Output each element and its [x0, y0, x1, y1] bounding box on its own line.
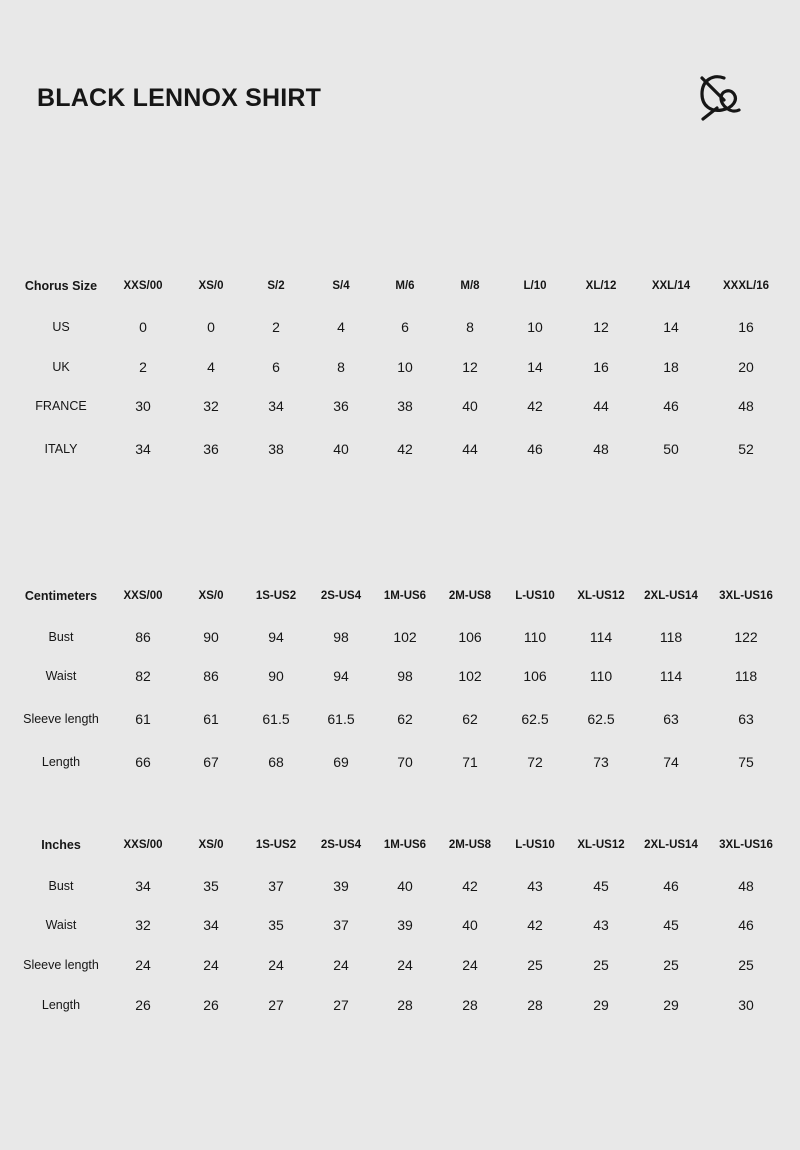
table-cell: 32	[135, 917, 151, 933]
row-label: Bust	[48, 879, 74, 893]
table-cell: 36	[203, 441, 219, 457]
table-cell: 106	[458, 629, 482, 645]
table-row	[0, 707, 800, 731]
chorus-logo-icon	[697, 74, 743, 122]
column-header: 3XL-US16	[719, 839, 773, 851]
table-cell: 30	[738, 997, 754, 1013]
table-cell: 62.5	[521, 711, 549, 727]
column-header: XL-US12	[577, 839, 625, 851]
table-cell: 18	[663, 359, 679, 375]
column-header: XS/0	[198, 590, 224, 602]
table-cell: 82	[135, 668, 151, 684]
table-cell: 61.5	[262, 711, 290, 727]
table-cell: 48	[738, 398, 754, 414]
table-cell: 70	[397, 754, 413, 770]
table-cell: 94	[268, 629, 284, 645]
table-header-row	[0, 584, 800, 608]
column-header: 2XL-US14	[644, 839, 698, 851]
table-cell: 6	[272, 359, 280, 375]
table-cell: 86	[203, 668, 219, 684]
table-row	[0, 664, 800, 688]
table-cell: 35	[203, 878, 219, 894]
row-label: Length	[41, 755, 81, 769]
table-cell: 98	[333, 629, 349, 645]
table-cell: 42	[527, 398, 543, 414]
table-cell: 46	[663, 878, 679, 894]
row-label: FRANCE	[35, 399, 87, 413]
table-cell: 38	[397, 398, 413, 414]
row-label: ITALY	[44, 442, 78, 456]
table-cell: 90	[203, 629, 219, 645]
table-cell: 46	[663, 398, 679, 414]
table-cell: 73	[593, 754, 609, 770]
table-cell: 27	[268, 997, 284, 1013]
table-cell: 48	[738, 878, 754, 894]
table-cell: 39	[333, 878, 349, 894]
table-cell: 35	[268, 917, 284, 933]
column-header: XS/0	[198, 839, 224, 851]
table-cell: 28	[527, 997, 543, 1013]
table-cell: 63	[738, 711, 754, 727]
table-cell: 10	[527, 319, 543, 335]
table-cell: 42	[527, 917, 543, 933]
column-header: M/8	[460, 280, 480, 292]
table-cell: 24	[397, 957, 413, 973]
table-cell: 4	[337, 319, 345, 335]
table-cell: 75	[738, 754, 754, 770]
table-cell: 61	[203, 711, 219, 727]
table-cell: 2	[272, 319, 280, 335]
table-cell: 34	[135, 878, 151, 894]
table-cell: 24	[268, 957, 284, 973]
table-row	[0, 953, 800, 977]
row-label: Waist	[45, 918, 77, 932]
table-row	[0, 394, 800, 418]
table-cell: 37	[268, 878, 284, 894]
column-header: 1S-US2	[255, 590, 297, 602]
table-cell: 26	[203, 997, 219, 1013]
table-cell: 40	[462, 398, 478, 414]
table-cell: 34	[268, 398, 284, 414]
table-cell: 45	[663, 917, 679, 933]
table-title: Chorus Size	[24, 279, 98, 293]
table-cell: 102	[393, 629, 417, 645]
column-header: 2S-US4	[320, 839, 362, 851]
table-cell: 98	[397, 668, 413, 684]
table-row	[0, 437, 800, 461]
table-row	[0, 750, 800, 774]
table-cell: 34	[135, 441, 151, 457]
table-cell: 16	[738, 319, 754, 335]
table-cell: 2	[139, 359, 147, 375]
table-cell: 48	[593, 441, 609, 457]
table-cell: 42	[462, 878, 478, 894]
table-cell: 30	[135, 398, 151, 414]
table-cell: 27	[333, 997, 349, 1013]
table-cell: 40	[397, 878, 413, 894]
table-cell: 72	[527, 754, 543, 770]
row-label: UK	[52, 360, 70, 374]
table-cell: 52	[738, 441, 754, 457]
table-cell: 90	[268, 668, 284, 684]
table-header-row	[0, 833, 800, 857]
table-cell: 26	[135, 997, 151, 1013]
row-label: Sleeve length	[23, 712, 99, 726]
table-cell: 67	[203, 754, 219, 770]
table-cell: 62.5	[587, 711, 615, 727]
table-cell: 45	[593, 878, 609, 894]
column-header: XS/0	[198, 280, 224, 292]
column-header: 2M-US8	[448, 839, 492, 851]
table-cell: 36	[333, 398, 349, 414]
column-header: XL/12	[585, 280, 617, 292]
table-cell: 12	[462, 359, 478, 375]
table-cell: 102	[458, 668, 482, 684]
table-cell: 24	[203, 957, 219, 973]
table-cell: 12	[593, 319, 609, 335]
table-cell: 25	[738, 957, 754, 973]
column-header: XXXL/16	[722, 280, 770, 292]
column-header: 1M-US6	[383, 590, 427, 602]
column-header: 3XL-US16	[719, 590, 773, 602]
table-row	[0, 315, 800, 339]
table-row	[0, 625, 800, 649]
table-cell: 46	[527, 441, 543, 457]
table-cell: 44	[593, 398, 609, 414]
column-header: 1S-US2	[255, 839, 297, 851]
table-cell: 14	[527, 359, 543, 375]
table-cell: 4	[207, 359, 215, 375]
table-cell: 114	[589, 629, 613, 645]
table-cell: 25	[593, 957, 609, 973]
table-cell: 20	[738, 359, 754, 375]
column-header: XXS/00	[123, 839, 163, 851]
table-cell: 34	[203, 917, 219, 933]
table-cell: 16	[593, 359, 609, 375]
table-cell: 118	[659, 629, 683, 645]
table-cell: 43	[593, 917, 609, 933]
table-cell: 29	[663, 997, 679, 1013]
column-header: L-US10	[515, 590, 555, 602]
table-cell: 50	[663, 441, 679, 457]
table-cell: 40	[462, 917, 478, 933]
row-label: Sleeve length	[23, 958, 99, 972]
table-cell: 25	[663, 957, 679, 973]
table-cell: 63	[663, 711, 679, 727]
table-cell: 44	[462, 441, 478, 457]
table-cell: 25	[527, 957, 543, 973]
table-cell: 42	[397, 441, 413, 457]
table-cell: 61	[135, 711, 151, 727]
table-cell: 94	[333, 668, 349, 684]
table-cell: 61.5	[327, 711, 355, 727]
table-title: Centimeters	[24, 589, 98, 603]
table-cell: 46	[738, 917, 754, 933]
table-cell: 29	[593, 997, 609, 1013]
table-cell: 62	[397, 711, 413, 727]
table-cell: 0	[139, 319, 147, 335]
column-header: L-US10	[515, 839, 555, 851]
table-cell: 0	[207, 319, 215, 335]
table-cell: 110	[589, 668, 613, 684]
column-header: L/10	[523, 280, 547, 292]
table-row	[0, 355, 800, 379]
page-title: BLACK LENNOX SHIRT	[37, 84, 322, 112]
table-cell: 62	[462, 711, 478, 727]
table-cell: 110	[523, 629, 547, 645]
table-cell: 28	[397, 997, 413, 1013]
column-header: XXS/00	[123, 590, 163, 602]
column-header: 2M-US8	[448, 590, 492, 602]
table-cell: 71	[462, 754, 478, 770]
column-header: 2XL-US14	[644, 590, 698, 602]
table-cell: 32	[203, 398, 219, 414]
table-cell: 118	[734, 668, 758, 684]
table-cell: 106	[523, 668, 547, 684]
column-header: 1M-US6	[383, 839, 427, 851]
table-cell: 122	[734, 629, 758, 645]
table-cell: 24	[462, 957, 478, 973]
column-header: 2S-US4	[320, 590, 362, 602]
table-header-row	[0, 274, 800, 298]
row-label: Bust	[48, 630, 74, 644]
table-cell: 66	[135, 754, 151, 770]
table-row	[0, 874, 800, 898]
table-cell: 6	[401, 319, 409, 335]
table-cell: 8	[337, 359, 345, 375]
table-cell: 40	[333, 441, 349, 457]
table-cell: 38	[268, 441, 284, 457]
table-cell: 14	[663, 319, 679, 335]
table-cell: 28	[462, 997, 478, 1013]
table-cell: 43	[527, 878, 543, 894]
table-cell: 39	[397, 917, 413, 933]
column-header: XL-US12	[577, 590, 625, 602]
column-header: XXS/00	[123, 280, 163, 292]
table-cell: 24	[333, 957, 349, 973]
table-cell: 24	[135, 957, 151, 973]
table-title: Inches	[41, 838, 81, 852]
table-cell: 114	[659, 668, 683, 684]
table-row	[0, 913, 800, 937]
column-header: M/6	[395, 280, 415, 292]
column-header: S/4	[332, 280, 350, 292]
row-label: Length	[41, 998, 81, 1012]
table-cell: 37	[333, 917, 349, 933]
column-header: XXL/14	[651, 280, 691, 292]
row-label: Waist	[45, 669, 77, 683]
table-cell: 74	[663, 754, 679, 770]
column-header: S/2	[267, 280, 285, 292]
table-cell: 86	[135, 629, 151, 645]
table-cell: 8	[466, 319, 474, 335]
table-row	[0, 993, 800, 1017]
table-cell: 68	[268, 754, 284, 770]
table-cell: 69	[333, 754, 349, 770]
row-label: US	[52, 320, 70, 334]
table-cell: 10	[397, 359, 413, 375]
